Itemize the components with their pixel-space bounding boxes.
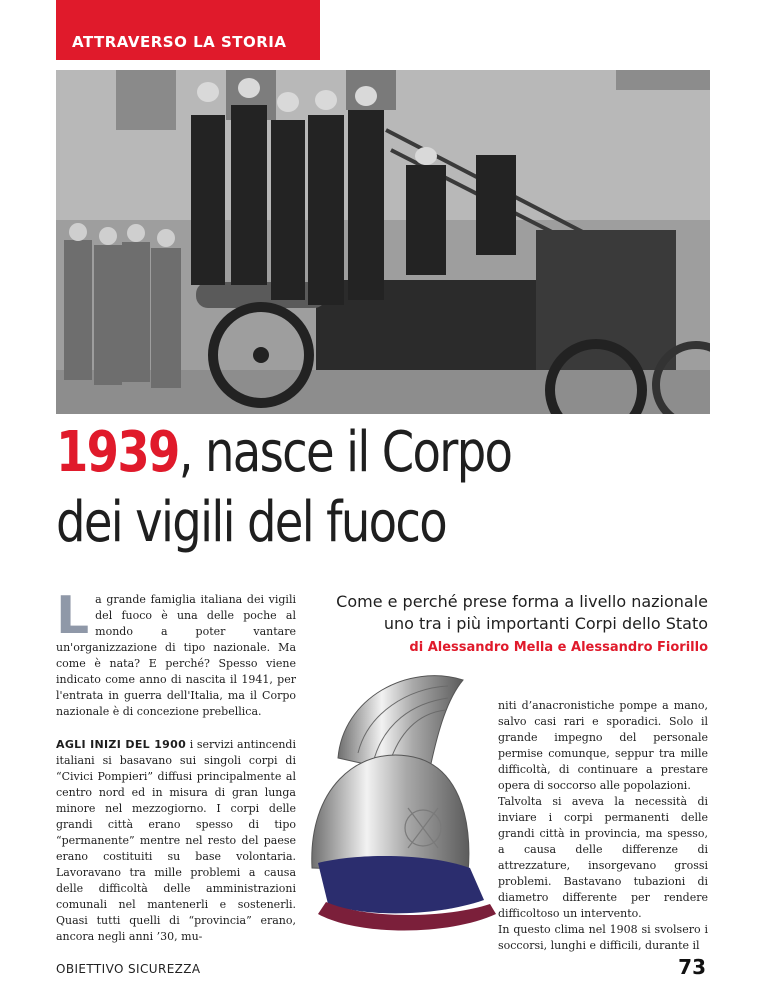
rubric-label: ATTRAVERSO LA STORIA [72,33,287,51]
magazine-name: OBIETTIVO SICUREZZA [56,962,201,976]
author-byline: di Alessandro Mella e Alessandro Fiorillo [409,640,708,655]
article-subtitle [312,591,708,635]
column3-text [498,698,708,954]
intro-text: a grande famiglia italiana dei vigili del fuoco è una delle poche al mondo a poter vantare un'organizzazione di tipo nazionale. Ma come è nata? E perché? Spesso viene indicato come anno di nascita il 1941, per l'entrata in guerra dell'Italia, ma il Corpo nazionale è di concezione prebellica. [56,593,296,718]
drop-cap: L [56,586,90,646]
section1-text: i servizi antincendi italiani si basavano sui singoli corpi di “Civici Pompieri” diffusi principalmente al centro nord ed in misura di gran lunga minore nel mezzogiorno. I corpi delle grandi città erano spesso di tipo “permanente” mentre nel resto del paese erano costituiti su base volontaria. Lavoravano tra mille problemi a causa delle difficoltà delle amministrazioni comunali nel mantenerli e sostenerli. Quasi tutti quelli di “provincia” erano, ancora negli anni ’30, mu- [56,738,296,943]
title-line1-rest: , nasce il Corpo [178,420,512,485]
article-title [56,418,604,558]
column3-paragraph-2: Talvolta si aveva la necessità di inviare i corpi permanenti delle grandi città in provincia, ma spesso, a causa delle differenze di attrezzature, insorgevano grossi problemi. Bastavano tubazioni di diametro differente per rendere difficoltoso un intervento. [498,795,708,920]
fireman-helmet-image [298,668,498,948]
subtitle-line2: uno tra i più importanti Corpi dello Stato [383,614,708,633]
helmet-illustration [298,668,498,948]
intro-paragraph [56,586,296,720]
title-line2: dei vigili del fuoco [56,490,447,555]
photo-illustration [56,70,710,414]
historic-photo-fire-brigade [56,70,710,414]
section1-lead-in: AGLI INIZI DEL 1900 [56,738,187,751]
column3-paragraph-3: In questo clima nel 1908 si svolsero i soccorsi, lunghi e difficili, durante il [498,923,708,952]
subtitle-line1: Come e perché prese forma a livello nazionale [336,592,708,611]
section-rubric [56,0,320,60]
page-number: 73 [678,955,706,979]
title-year: 1939 [56,420,179,485]
section1-paragraph [56,737,296,945]
column3-paragraph-1: niti d’anacronistiche pompe a mano, salvo casi rari e sporadici. Solo il grande impegno del personale permise comunque, seppur tra mille difficoltà, di continuare a prestare opera di soccorso alle popolazioni. [498,699,708,792]
